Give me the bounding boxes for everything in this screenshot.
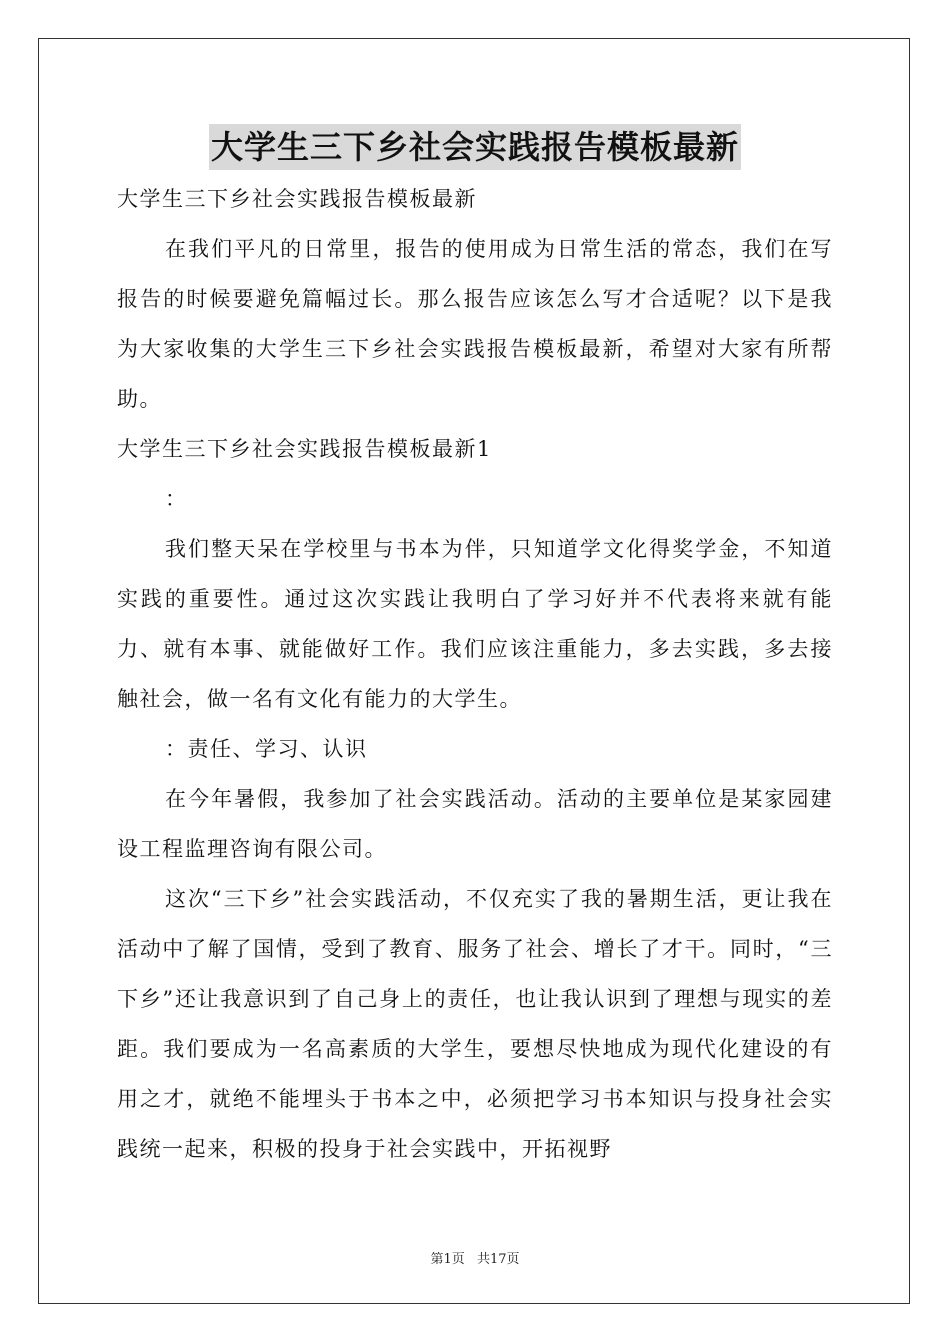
- document-body: [117, 174, 833, 1174]
- paragraph-subtitle: 大学生三下乡社会实践报告模板最新: [117, 187, 477, 211]
- page-number-current: 第1页: [430, 1252, 465, 1267]
- paragraph-intro: 在我们平凡的日常里，报告的使用成为日常生活的常态，我们在写报告的时候要避免篇幅过长。那么报告应该怎么写才合适呢？以下是我为大家收集的大学生三下乡社会实践报告模板最新，希望对大家有所帮助。: [117, 237, 833, 411]
- title-container: [0, 124, 950, 170]
- paragraph-body-1: 我们整天呆在学校里与书本为伴，只知道学文化得奖学金，不知道实践的重要性。通过这次实践让我明白了学习好并不代表将来就有能力、就有本事、就能做好工作。我们应该注重能力，多去实践，多去接触社会，做一名有文化有能力的大学生。: [117, 537, 833, 711]
- document-title: 大学生三下乡社会实践报告模板最新: [209, 124, 741, 170]
- paragraph-keywords: ：责任、学习、认识: [165, 737, 368, 761]
- paragraph-section-heading: 大学生三下乡社会实践报告模板最新1: [117, 437, 492, 461]
- paragraph-body-2: 在今年暑假，我参加了社会实践活动。活动的主要单位是某家园建设工程监理咨询有限公司。: [117, 787, 833, 861]
- page-footer: [0, 1248, 950, 1267]
- page-number-total: 共17页: [476, 1252, 520, 1267]
- paragraph-body-3: 这次“三下乡”社会实践活动，不仅充实了我的暑期生活，更让我在活动中了解了国情，受到了教育、服务了社会、增长了才干。同时，“三下乡”还让我意识到了自己身上的责任，也让我认识到了理想与现实的差距。我们要成为一名高素质的大学生，要想尽快地成为现代化建设的有用之才，就绝不能埋头于书本之中，必须把学习书本知识与投身社会实践统一起来，积极的投身于社会实践中，开拓视野: [117, 887, 833, 1161]
- paragraph-colon: ：: [165, 487, 188, 511]
